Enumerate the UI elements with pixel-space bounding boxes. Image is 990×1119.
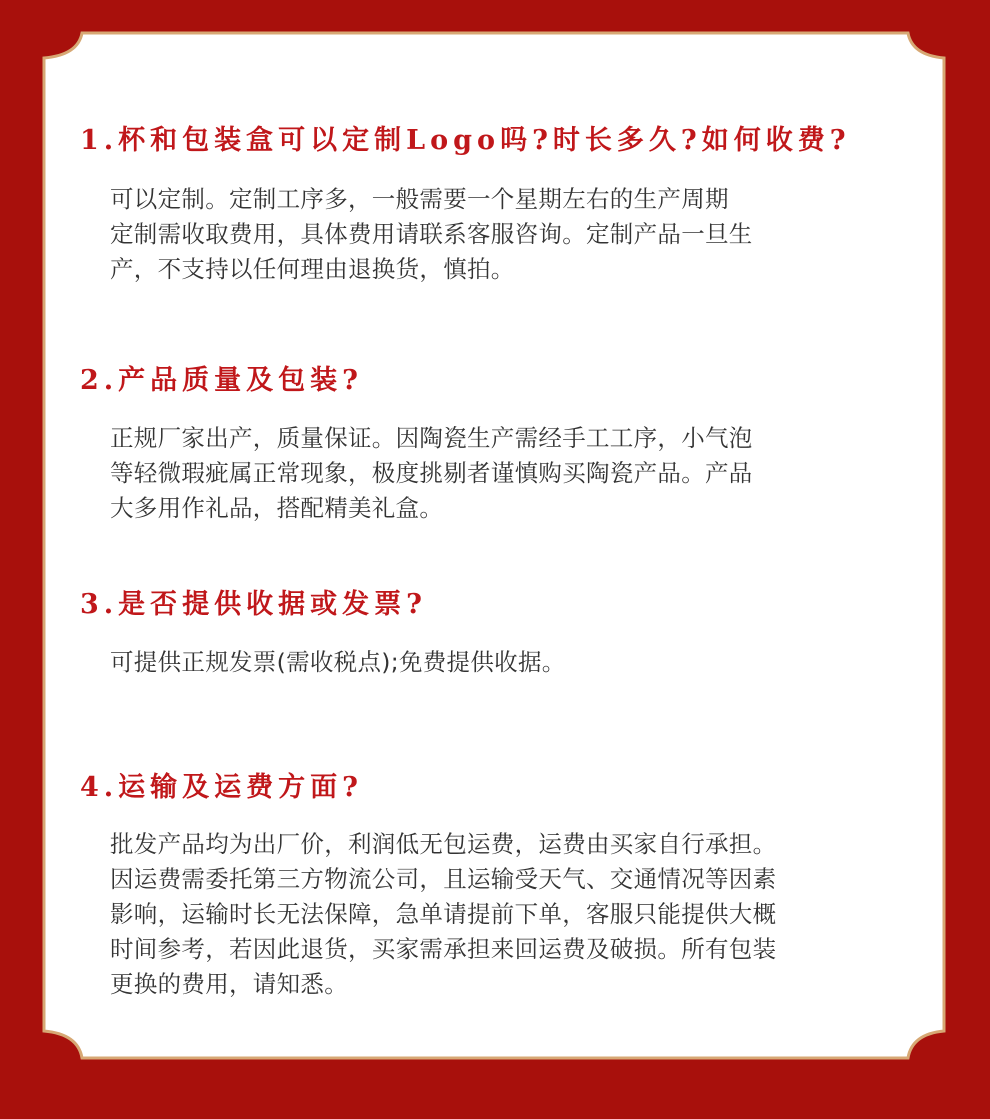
faq-question-3: 3.是否提供收据或发票?: [80, 589, 428, 620]
faq-answer-3: [110, 645, 890, 680]
answer-line: 大多用作礼品，搭配精美礼盒。: [110, 494, 444, 522]
faq-question-1: 1.杯和包装盒可以定制Logo吗?时长多久?如何收费?: [80, 125, 851, 156]
faq-question-4: 4.运输及运费方面?: [80, 772, 364, 803]
faq-question-2: 2.产品质量及包装?: [80, 365, 364, 396]
answer-line: 正规厂家出产，质量保证。因陶瓷生产需经手工工序，小气泡: [110, 424, 753, 452]
faq-answer-2: [110, 421, 890, 526]
answer-line: 因运费需委托第三方物流公司，且运输受天气、交通情况等因素: [110, 865, 777, 893]
answer-line: 影响，运输时长无法保障，急单请提前下单，客服只能提供大概: [110, 900, 777, 928]
answer-line: 等轻微瑕疵属正常现象，极度挑剔者谨慎购买陶瓷产品。产品: [110, 459, 753, 487]
answer-line: 产，不支持以任何理由退换货，慎拍。: [110, 255, 515, 283]
answer-line: 可提供正规发票(需收税点);免费提供收据。: [110, 648, 566, 676]
answer-line: 更换的费用，请知悉。: [110, 970, 348, 998]
answer-line: 定制需收取费用，具体费用请联系客服咨询。定制产品一旦生: [110, 220, 753, 248]
answer-line: 批发产品均为出厂价，利润低无包运费，运费由买家自行承担。: [110, 830, 777, 858]
answer-line: 可以定制。定制工序多，一般需要一个星期左右的生产周期: [110, 185, 729, 213]
faq-answer-4: [110, 827, 890, 1002]
answer-line: 时间参考，若因此退货，买家需承担来回运费及破损。所有包装: [110, 935, 777, 963]
faq-answer-1: [110, 182, 890, 287]
